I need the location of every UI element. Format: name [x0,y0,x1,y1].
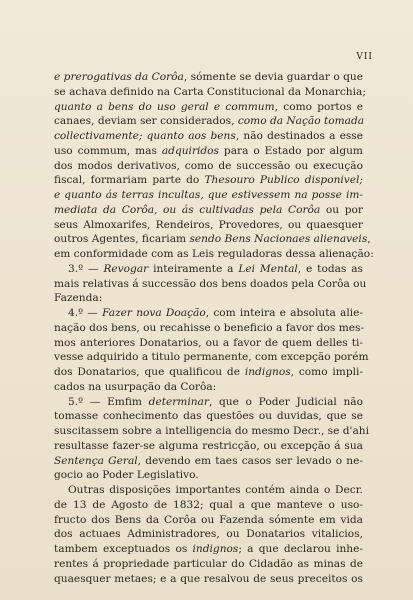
text-line [54,159,363,174]
text-segment: inteiramente a [148,262,239,275]
text-segment: , não destinados a esse [235,130,364,142]
italic-text: Lei Mental [238,262,298,275]
italic-text: Thesouro Publico disponivel; [204,174,363,187]
text-line [54,498,363,513]
text-segment: quaesquer metaes; e a que resalvou de seus preceitos os [54,572,363,585]
text-segment: suscitassem sobre a intelligencia do mesmo Decr., se d'ahi [54,425,369,437]
page-number: VII [356,52,373,62]
text-segment: cados na usurpação da Corôa: [54,380,217,393]
text-segment: dos actuaes Administradores, ou Donatarios vitalicios, [54,528,363,541]
italic-text: indignos [244,366,291,378]
text-segment: , que o Poder Judicial não [208,395,363,408]
text-segment: , como portos e [274,100,363,113]
text-line [54,247,374,262]
text-line [54,173,363,188]
text-segment: dos modos derivativos, como de successão ou execução [54,159,363,172]
text-segment: , sómente se devia guardar o que [183,71,363,83]
text-line [54,277,367,292]
text-segment: dos Donatarios, que qualificou de [54,366,245,378]
text-line [54,85,366,100]
text-segment: fructo dos Bens da Corôa ou Fazenda sómente em vida [54,513,363,526]
italic-text: Sentença Geral [54,454,138,467]
text-line [54,188,363,203]
text-line [54,380,363,395]
text-segment: outros Agentes, ficariam [54,233,190,246]
italic-text: determinar [148,395,209,408]
text-segment: se achava definido na Carta Constitucional da Monarchia; [54,85,366,98]
text-segment: mais relativas á successão dos bens doados pela Corôa ou [54,277,367,290]
text-segment: nação dos bens, ou recahisse o beneficio a favor dos mes- [54,321,365,334]
text-line [54,306,363,321]
text-segment: ou por [320,203,363,216]
text-segment: fiscal, formariam parte do [54,174,205,187]
text-line [54,218,363,233]
italic-text: indignos [192,543,239,555]
text-line [54,439,363,454]
text-line [54,291,363,306]
text-segment: tomasse conhecimento das questões ou duvidas, que se [54,410,363,423]
text-line [54,424,369,439]
italic-text: como da Nação tomada [237,115,365,128]
text-segment: 5.º — Emfim [68,395,149,408]
text-segment: Fazenda: [54,292,103,305]
italic-text: mediata da Corôa, ou ás cultivadas pela Corôa [54,203,321,216]
italic-text: collectivamente; quanto aos bens [54,130,236,142]
text-line [54,454,363,469]
text-segment: de 13 de Agosto de 1832; qual a que manteve o uso- [54,498,363,511]
text-segment: vesse adquirido a titulo permanente, com excepção porém [54,351,369,364]
text-line [54,100,363,115]
text-line [54,114,363,129]
text-segment: gocio ao Poder Legislativo. [54,469,199,482]
text-line [54,321,363,336]
italic-text: adquiridos [161,144,219,157]
text-line [54,262,363,277]
text-segment: para o Estado por algum [219,144,363,157]
text-segment: , como impli- [290,366,363,378]
text-line [54,572,363,587]
italic-text: Revogar [103,262,149,275]
text-line [54,144,363,159]
text-segment: , [367,233,371,246]
italic-text: e prerogativas da Corôa [54,71,184,83]
text-segment: , e todas as [297,262,363,275]
text-segment: rentes á propriedade particular do Cidadão as minas de [54,557,363,570]
italic-text: Fazer nova Doação [102,307,206,319]
text-segment: seus Almoxarifes, Rendeiros, Provedores, ou quaesquer [54,218,363,231]
text-segment: canaes, deviam ser considerados, [54,115,238,128]
text-line [54,483,363,498]
text-line [54,395,363,410]
text-line [54,468,363,483]
text-segment: tambem exceptuados os [54,543,193,555]
text-segment: uso commum, mas [54,144,162,157]
italic-text: sendo Bens Nacionaes alienaveis [189,233,368,246]
text-line [54,527,363,542]
text-line [54,336,363,351]
text-line [54,232,371,247]
text-line [54,365,363,380]
italic-text: e quanto ás terras incultas, que estivessem na posse im- [54,189,363,201]
text-segment: 3.º — [68,262,104,275]
text-line [54,129,363,144]
text-line [54,542,363,557]
text-segment: 4.º — [68,307,103,319]
text-line [54,350,369,365]
text-segment: ; a que declarou inhe- [238,543,363,555]
text-segment: resultasse fazer-se alguma restricção, ou excepção á sua [54,439,363,452]
text-line [54,557,363,572]
text-line [54,203,363,218]
text-line [54,409,363,424]
body-text [54,70,374,586]
italic-text: quanto a bens do uso geral e commum [54,100,275,113]
text-line [54,70,363,85]
text-segment: mos anteriores Donatarios, ou a favor de quem delles ti- [54,336,363,349]
text-segment: em conformidade com as Leis reguladoras dessa alienação: [54,248,374,260]
text-segment: Outras disposições importantes contém ainda o Decr. [68,484,363,496]
text-segment: , devendo em taes casos ser levado o ne- [137,454,363,467]
text-segment: , com inteira e absoluta alie- [205,307,363,319]
text-line [54,513,363,528]
